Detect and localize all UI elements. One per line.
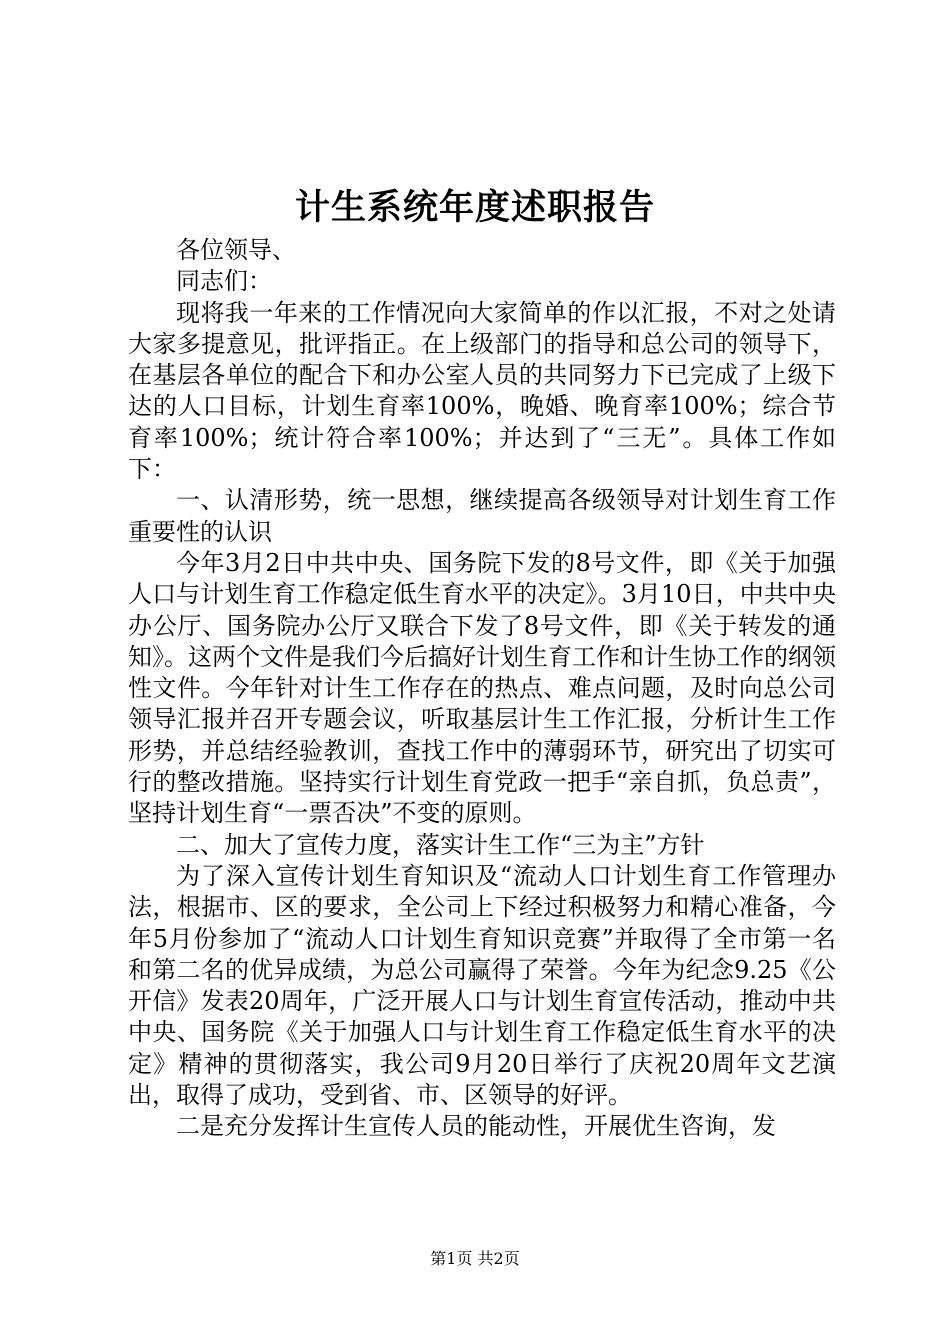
page-footer: 第1页 共2页 <box>430 1249 520 1268</box>
document-body <box>128 235 836 1143</box>
salutation-line-1: 各位领导、 <box>176 236 296 264</box>
salutation-line-2: 同志们： <box>176 267 272 296</box>
page-title: 计生系统年度述职报告 <box>294 187 655 228</box>
paragraph-section-2-item-2: 二是充分发挥计生宣传人员的能动性，开展优生咨询，发 <box>176 1112 776 1141</box>
paragraph-intro: 现将我一年来的工作情况向大家简单的作以汇报，不对之处请大家多提意见，批评指正。在上级部门的指导和总公司的领导下，在基层各单位的配合下和办公室人员的共同努力下已完成了上级下达的人口目标，计划生育率100%，晚婚、晚育率100%；综合节育率100%；统计符合率100%；并达到了“三无”。具体工作如下： <box>128 298 836 484</box>
section-heading-1: 一、认清形势，统一思想，继续提高各级领导对计划生育工作重要性的认识 <box>128 486 836 546</box>
paragraph-section-1: 今年3月2日中共中央、国务院下发的8号文件，即《关于加强人口与计划生育工作稳定低生育水平的决定》。3月10日，中共中央办公厅、国务院办公厅又联合下发了8号文件，即《关于转发的通知》。这两个文件是我们今后搞好计划生育工作和计生协工作的纲领性文件。今年针对计生工作存在的热点、难点问题，及时向总公司领导汇报并召开专题会议，听取基层计生工作汇报，分析计生工作形势，并总结经验教训，查找工作中的薄弱环节，研究出了切实可行的整改措施。坚持实行计划生育党政一把手“亲自抓，负总责”，坚持计划生育“一票否决”不变的原则。 <box>128 548 836 828</box>
section-heading-2: 二、加大了宣传力度，落实计生工作“三为主”方针 <box>176 830 705 859</box>
paragraph-section-2: 为了深入宣传计划生育知识及“流动人口计划生育工作管理办法，根据市、区的要求，全公司上下经过积极努力和精心准备，今年5月份参加了“流动人口计划生育知识竞赛”并取得了全市第一名和第二名的优异成绩，为总公司赢得了荣誉。今年为纪念9.25《公开信》发表20周年，广泛开展人口与计划生育宣传活动，推动中共中央、国务院《关于加强人口与计划生育工作稳定低生育水平的决定》精神的贯彻落实，我公司9月20日举行了庆祝20周年文艺演出，取得了成功，受到省、市、区领导的好评。 <box>128 861 836 1110</box>
